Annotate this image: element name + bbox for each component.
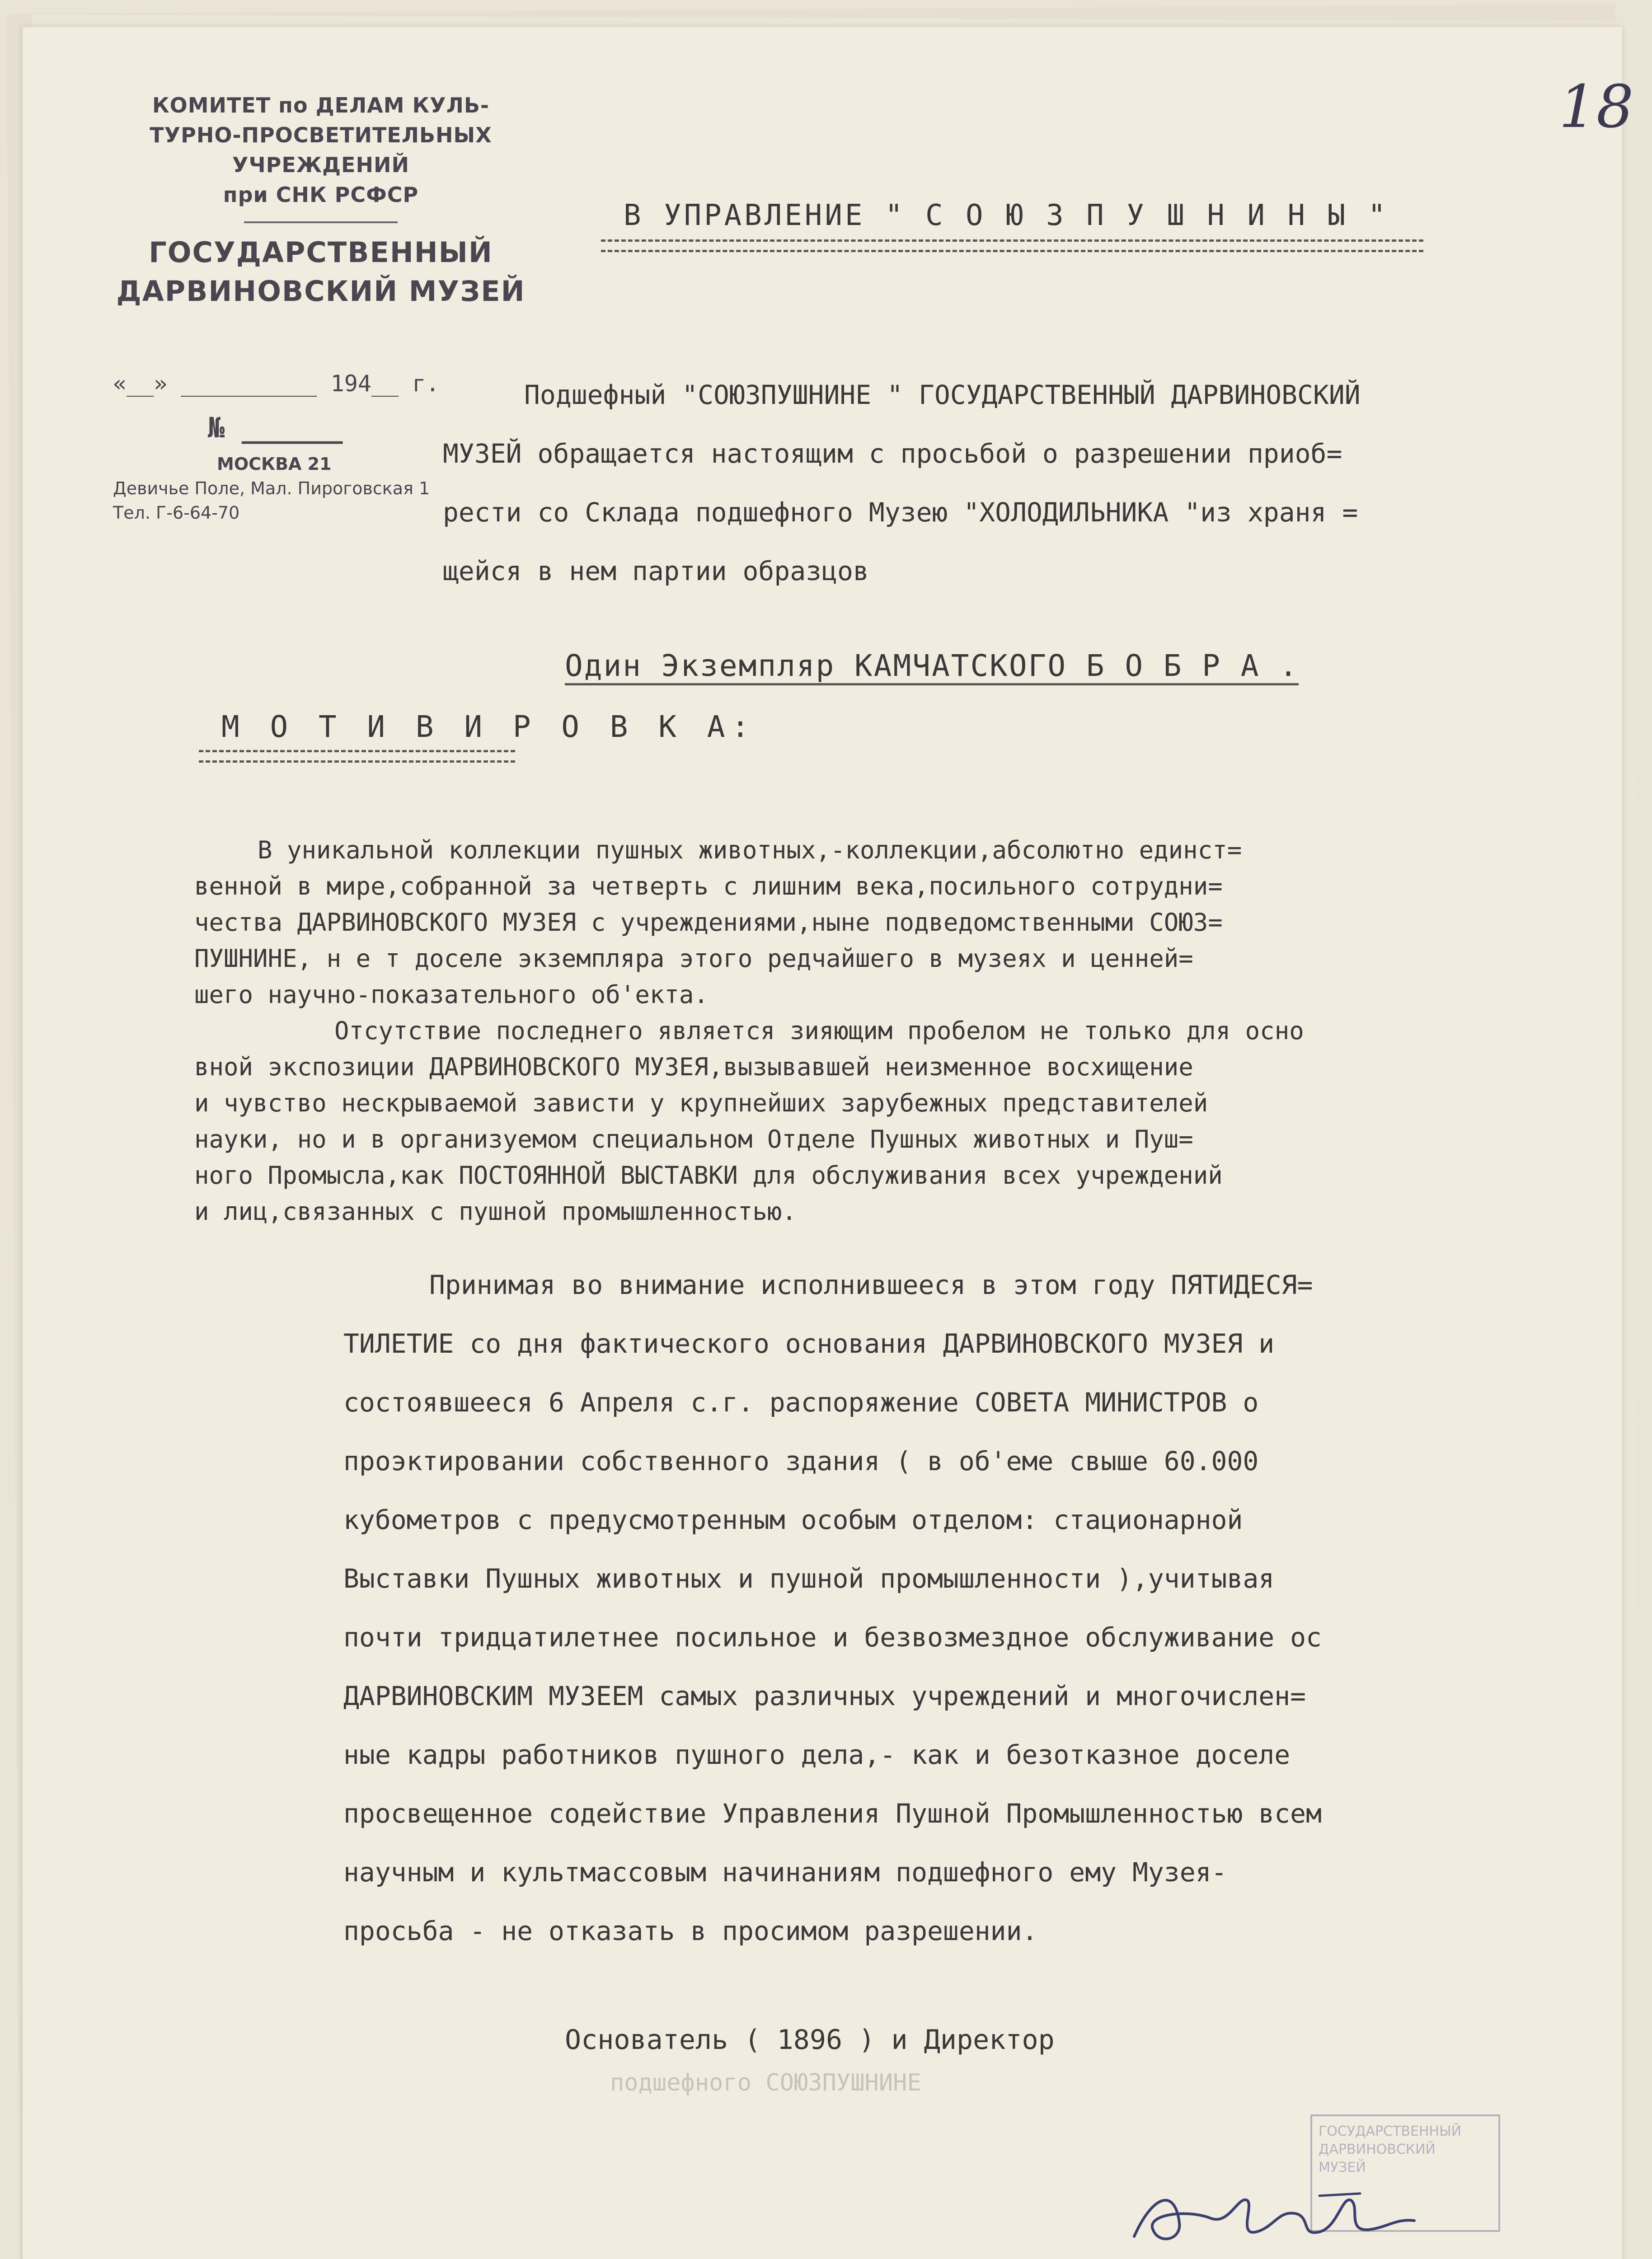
para2-line: ного Промысла,как ПОСТОЯННОЙ ВЫСТАВКИ для обслуживания всех учреждений [194, 1161, 1223, 1190]
intro-line: МУЗЕЙ обращается настоящим с просьбой о разрешении приоб= [443, 438, 1342, 469]
letterhead-date: «__» __________ 194__ г. [113, 370, 440, 397]
org-line: ТУРНО-ПРОСВЕТИТЕЛЬНЫХ [150, 123, 492, 147]
addressee-underline [601, 239, 1423, 252]
para2-line: вной экспозиции ДАРВИНОВСКОГО МУЗЕЯ,вызывавшей неизменное восхищение [194, 1053, 1193, 1081]
para1-line: ПУШНИНЕ, н е т доселе экземпляра этого редчайшего в музеях и ценней= [194, 944, 1193, 973]
org-line: при СНК РСФСР [223, 183, 419, 207]
museum-name: ГОСУДАРСТВЕННЫЙ [149, 236, 493, 269]
para1-line: венной в мире,собранной за четверть с лишним века,посильного сотрудни= [194, 872, 1223, 900]
para3-line: ТИЛЕТИЕ со дня фактического основания ДАРВИНОВСКОГО МУЗЕЯ и [343, 1328, 1275, 1359]
para3-line: научным и культмассовым начинаниям подшефного ему Музея- [343, 1857, 1227, 1888]
page-number: 18 [1559, 72, 1634, 141]
para3-line: Принимая во внимание исполнившееся в этом году ПЯТИДЕСЯ= [429, 1270, 1313, 1300]
para3-line: просвещенное содействие Управления Пушной Промышленностью всем [343, 1798, 1322, 1829]
handwritten-signature [1125, 2169, 1441, 2259]
intro-line: Подшефный "СОЮЗПУШНИНЕ " ГОСУДАРСТВЕННЫЙ ДАРВИНОВСКИЙ [524, 380, 1361, 410]
para2-line: Отсутствие последнего является зияющим пробелом не только для осно [334, 1017, 1304, 1045]
signatory-title-continuation: подшефного СОЮЗПУШНИНЕ [610, 2069, 921, 2096]
para3-line: состоявшееся 6 Апреля с.г. распоряжение СОВЕТА МИНИСТРОВ о [343, 1387, 1259, 1418]
requested-item: Один Экземпляр КАМЧАТСКОГО Б О Б Р А . [565, 648, 1299, 685]
para2-line: и лиц,связанных с пушной промышленностью. [194, 1197, 797, 1226]
stamp-divider [244, 221, 398, 223]
para3-line: ДАРВИНОВСКИМ МУЗЕЕМ самых различных учреждений и многочислен= [343, 1681, 1306, 1711]
intro-line: щейся в нем партии образцов [443, 556, 869, 586]
para3-line: проэктировании собственного здания ( в об'еме свыше 60.000 [343, 1446, 1259, 1476]
address-street: Девичье Поле, Мал. Пироговская 1 [113, 478, 430, 498]
letterhead-stamp [99, 90, 542, 311]
address-phone: Тел. Г-6-64-70 [113, 503, 240, 523]
para1-line: шего научно-показательного об'екта. [194, 980, 709, 1009]
org-line: КОМИТЕТ по ДЕЛАМ КУЛЬ- [152, 93, 489, 117]
letterhead-address [113, 452, 430, 525]
seal-text: ДАРВИНОВСКИЙ [1319, 2142, 1436, 2157]
para1-line: В уникальной коллекции пушных животных,-коллекции,абсолютно единст= [258, 836, 1242, 864]
museum-name: ДАРВИНОВСКИЙ МУЗЕЙ [116, 275, 526, 308]
para2-line: и чувство нескрываемой зависти у крупнейших зарубежных представителей [194, 1089, 1208, 1117]
para3-line: ные кадры работников пушного дела,- как и безотказное доселе [343, 1739, 1291, 1770]
para2-line: науки, но и в организуемом специальном Отделе Пушных животных и Пуш= [194, 1125, 1193, 1153]
para3-line: Выставки Пушных животных и пушной промышленности ),учитывая [343, 1563, 1275, 1594]
section-heading: М О Т И В И Р О В К А: [221, 709, 756, 744]
para1-line: чества ДАРВИНОВСКОГО МУЗЕЯ с учреждениями,ныне подведомственными СОЮЗ= [194, 908, 1223, 937]
para3-line: просьба - не отказать в просимом разрешении. [343, 1916, 1038, 1946]
para3-line: почти тридцатилетнее посильное и безвозмездное обслуживание ос [343, 1622, 1322, 1653]
heading-underline [199, 750, 515, 763]
address-city: МОСКВА 21 [217, 454, 332, 474]
document-sheet [23, 27, 1634, 2259]
org-line: УЧРЕЖДЕНИЙ [232, 153, 409, 177]
seal-text: МУЗЕЙ [1319, 2160, 1366, 2175]
para3-line: кубометров с предусмотренным особым отделом: стационарной [343, 1504, 1243, 1535]
intro-line: рести со Склада подшефного Музею "ХОЛОДИЛЬНИКА "из храня = [443, 497, 1358, 528]
seal-text: ГОСУДАРСТВЕННЫЙ [1319, 2123, 1462, 2139]
letterhead-number: № ______ [208, 411, 343, 444]
signatory-title: Основатель ( 1896 ) и Директор [565, 2024, 1055, 2056]
addressee-line: В УПРАВЛЕНИЕ " С О Ю З П У Ш Н И Н Ы " [624, 199, 1389, 232]
